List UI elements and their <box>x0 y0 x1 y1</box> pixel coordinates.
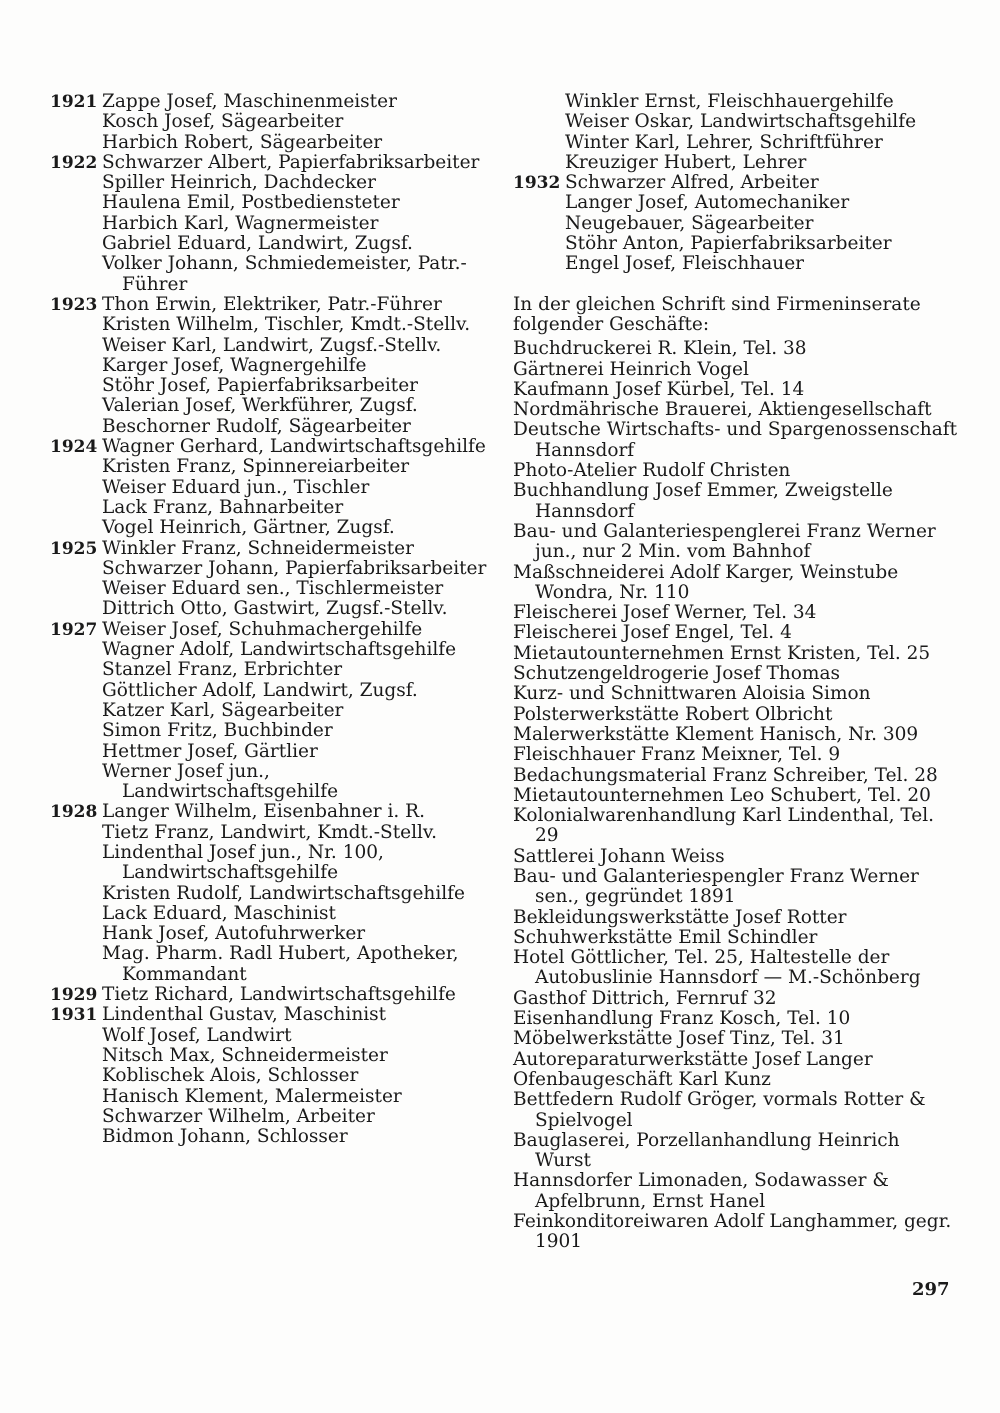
firm-entry: Bedachungsmaterial Franz Schreiber, Tel. 28 <box>513 764 938 786</box>
member-entry: Lindenthal Josef jun., Nr. 100, Landwirtschaftsgehilfe <box>102 841 384 884</box>
firm-entry: Gärtnerei Heinrich Vogel <box>513 358 749 380</box>
page-number: 297 <box>912 1279 950 1300</box>
year-label: 1931 <box>50 1005 98 1026</box>
member-entry: Gabriel Eduard, Landwirt, Zugsf. <box>102 233 413 255</box>
year-block-1924 <box>50 437 490 538</box>
firm-list <box>513 339 958 1252</box>
member-entry: Dittrich Otto, Gastwirt, Zugsf.-Stellv. <box>102 598 448 620</box>
firm-entry: Bauglaserei, Porzellanhandlung Heinrich Wurst <box>513 1129 900 1172</box>
firm-entry: Fleischerei Josef Werner, Tel. 34 <box>513 602 817 624</box>
year-label: 1922 <box>50 152 98 173</box>
year-block-1931 <box>50 1005 490 1147</box>
member-entry: Wagner Adolf, Landwirtschaftsgehilfe <box>102 639 457 661</box>
year-block-1929 <box>50 985 490 1005</box>
member-entry: Göttlicher Adolf, Landwirt, Zugsf. <box>102 679 418 701</box>
firm-entry: Bekleidungswerkstätte Josef Rotter <box>513 906 847 928</box>
member-entry: Volker Johann, Schmiedemeister, Patr.-Führer <box>102 253 467 295</box>
firm-entry: Hannsdorfer Limonaden, Sodawasser & Apfelbrunn, Ernst Hanel <box>513 1170 889 1212</box>
member-entry: Weiser Eduard jun., Tischler <box>102 476 370 498</box>
year-entries <box>565 173 958 274</box>
year-block-1921 <box>50 92 490 153</box>
member-entry: Kristen Franz, Spinnereiarbeiter <box>102 456 410 478</box>
year-label: 1924 <box>50 437 98 458</box>
member-entry: Neugebauer, Sägearbeiter <box>565 212 814 234</box>
firm-entry: Fleischhauer Franz Meixner, Tel. 9 <box>513 744 841 766</box>
year-block-1928 <box>50 802 490 985</box>
firm-entry: Photo-Atelier Rudolf Christen <box>513 460 791 482</box>
member-entry: Hank Josef, Autofuhrwerker <box>102 923 366 945</box>
firm-entry: Ofenbaugeschäft Karl Kunz <box>513 1068 771 1090</box>
member-entry: Weiser Josef, Schuhmachergehilfe <box>102 618 423 640</box>
member-entry: Langer Wilhelm, Eisenbahner i. R. <box>102 801 425 823</box>
year-block-1932 <box>513 173 958 274</box>
member-entry: Tietz Richard, Landwirtschaftsgehilfe <box>102 984 456 1006</box>
year-block-1923 <box>50 295 490 437</box>
member-entry: Stöhr Anton, Papierfabriksarbeiter <box>565 233 892 255</box>
firm-entry: Mietautounternehmen Ernst Kristen, Tel. 25 <box>513 642 931 664</box>
member-entry: Simon Fritz, Buchbinder <box>102 720 333 742</box>
member-entry: Vogel Heinrich, Gärtner, Zugsf. <box>102 517 395 539</box>
member-entry: Spiller Heinrich, Dachdecker <box>102 172 376 194</box>
member-entry: Bidmon Johann, Schlosser <box>102 1126 348 1148</box>
member-entry: Kosch Josef, Sägearbeiter <box>102 111 344 133</box>
firm-entry: Maßschneiderei Adolf Karger, Weinstube Wondra, Nr. 110 <box>513 561 899 603</box>
firm-entry: Gasthof Dittrich, Fernruf 32 <box>513 987 777 1009</box>
member-entry: Thon Erwin, Elektriker, Patr.-Führer <box>102 293 442 315</box>
member-entry: Winter Karl, Lehrer, Schriftführer <box>565 131 883 153</box>
firm-entry: Schuhwerkstätte Emil Schindler <box>513 926 818 948</box>
member-entry: Karger Josef, Wagnergehilfe <box>102 354 367 376</box>
member-entry: Mag. Pharm. Radl Hubert, Apotheker, Kommandant <box>102 943 459 985</box>
member-entry: Harbich Karl, Wagnermeister <box>102 212 379 234</box>
member-entry: Werner Josef jun., Landwirtschaftsgehilfe <box>102 760 339 803</box>
member-entry: Beschorner Rudolf, Sägearbeiter <box>102 415 411 437</box>
firm-entry: Buchhandlung Josef Emmer, Zweigstelle Hannsdorf <box>513 480 893 522</box>
member-entry: Lack Eduard, Maschinist <box>102 902 336 924</box>
firm-entry: Kolonialwarenhandlung Karl Lindenthal, Tel. 29 <box>513 805 935 847</box>
member-entry: Stanzel Franz, Erbrichter <box>102 659 343 681</box>
firm-entry: Autoreparaturwerkstätte Josef Langer <box>513 1048 873 1070</box>
year-label: 1929 <box>50 985 98 1006</box>
firm-entry: Möbelwerkstätte Josef Tinz, Tel. 31 <box>513 1028 845 1050</box>
year-label: 1921 <box>50 92 98 112</box>
firm-entry: Mietautounternehmen Leo Schubert, Tel. 20 <box>513 784 931 806</box>
firm-entry: Kaufmann Josef Kürbel, Tel. 14 <box>513 378 805 400</box>
member-entry: Stöhr Josef, Papierfabriksarbeiter <box>102 375 419 397</box>
year-label: 1923 <box>50 294 98 315</box>
member-entry: Valerian Josef, Werkführer, Zugsf. <box>102 395 418 417</box>
member-entry: Lack Franz, Bahnarbeiter <box>102 496 344 518</box>
year-block-1927 <box>50 620 490 803</box>
member-entry: Hettmer Josef, Gärtlier <box>102 740 318 762</box>
member-entry: Wagner Gerhard, Landwirtschaftsgehilfe <box>102 436 486 458</box>
firm-entry: Bau- und Galanteriespenglerei Franz Werner jun., nur 2 Min. vom Bahnhof <box>513 520 936 563</box>
member-entry: Kreuziger Hubert, Lehrer <box>565 151 807 173</box>
member-entry: Weiser Oskar, Landwirtschaftsgehilfe <box>565 111 917 133</box>
member-entry: Zappe Josef, Maschinenmeister <box>102 91 397 112</box>
firm-entry: Bettfedern Rudolf Gröger, vormals Rotter & Spielvogel <box>513 1089 926 1131</box>
firm-entry: Deutsche Wirtschafts- und Spargenossenschaft Hannsdorf <box>513 419 958 461</box>
year-label: 1925 <box>50 538 98 559</box>
firm-entry: Malerwerkstätte Klement Hanisch, Nr. 309 <box>513 723 919 745</box>
member-entry: Weiser Eduard sen., Tischlermeister <box>102 578 444 600</box>
firm-entry: Schutzengeldrogerie Josef Thomas <box>513 663 841 685</box>
firm-entry: Eisenhandlung Franz Kosch, Tel. 10 <box>513 1008 851 1030</box>
firm-entry: Fleischerei Josef Engel, Tel. 4 <box>513 622 792 644</box>
member-entry: Langer Josef, Automechaniker <box>565 192 850 214</box>
firm-entry: Kurz- und Schnittwaren Aloisia Simon <box>513 683 871 705</box>
right-column <box>513 92 958 1253</box>
member-entry: Katzer Karl, Sägearbeiter <box>102 699 344 721</box>
member-entry: Engel Josef, Fleischhauer <box>565 253 804 275</box>
firm-entry: Polsterwerkstätte Robert Olbricht <box>513 703 833 725</box>
firm-entry: Hotel Göttlicher, Tel. 25, Haltestelle der Autobuslinie Hannsdorf — M.-Schönberg <box>513 947 921 989</box>
firm-entry: Buchdruckerei R. Klein, Tel. 38 <box>513 338 807 360</box>
member-entry: Tietz Franz, Landwirt, Kmdt.-Stellv. <box>102 821 438 843</box>
member-entry: Wolf Josef, Landwirt <box>102 1024 292 1046</box>
firm-entry: Bau- und Galanteriespengler Franz Werner sen., gegründet 1891 <box>513 865 919 908</box>
member-entry: Harbich Robert, Sägearbeiter <box>102 131 383 153</box>
member-entry: Kristen Rudolf, Landwirtschaftsgehilfe <box>102 882 465 904</box>
firm-entry: Sattlerei Johann Weiss <box>513 845 725 867</box>
year-label: 1927 <box>50 619 98 640</box>
member-entry: Schwarzer Johann, Papierfabriksarbeiter <box>102 557 487 579</box>
year-block-1925 <box>50 539 490 620</box>
firm-entry: Nordmährische Brauerei, Aktiengesellschaft <box>513 399 932 421</box>
member-entry: Schwarzer Wilhelm, Arbeiter <box>102 1105 375 1127</box>
year-block-1922 <box>50 153 490 295</box>
member-entry: Schwarzer Alfred, Arbeiter <box>565 172 819 194</box>
member-entry: Haulena Emil, Postbediensteter <box>102 192 400 214</box>
member-entry: Koblischek Alois, Schlosser <box>102 1065 359 1087</box>
member-entry: Hanisch Klement, Malermeister <box>102 1085 402 1107</box>
firm-entry: Feinkonditoreiwaren Adolf Langhammer, gegr. 1901 <box>513 1211 952 1253</box>
member-entry: Kristen Wilhelm, Tischler, Kmdt.-Stellv. <box>102 314 471 336</box>
year-label: 1932 <box>513 173 561 194</box>
member-list-left-column <box>50 92 490 1147</box>
member-entry: Weiser Karl, Landwirt, Zugsf.-Stellv. <box>102 334 442 356</box>
member-entry: Winkler Ernst, Fleischhauergehilfe <box>565 91 894 112</box>
continued-1931-entries <box>513 92 958 173</box>
member-entry: Nitsch Max, Schneidermeister <box>102 1044 388 1066</box>
member-entry: Schwarzer Albert, Papierfabriksarbeiter <box>102 151 480 173</box>
firm-list-intro: In der gleichen Schrift sind Firmeninserate folgender Geschäfte: <box>513 293 921 335</box>
member-entry: Winkler Franz, Schneidermeister <box>102 537 414 559</box>
year-label: 1928 <box>50 802 98 823</box>
member-entry: Lindenthal Gustav, Maschinist <box>102 1004 387 1026</box>
